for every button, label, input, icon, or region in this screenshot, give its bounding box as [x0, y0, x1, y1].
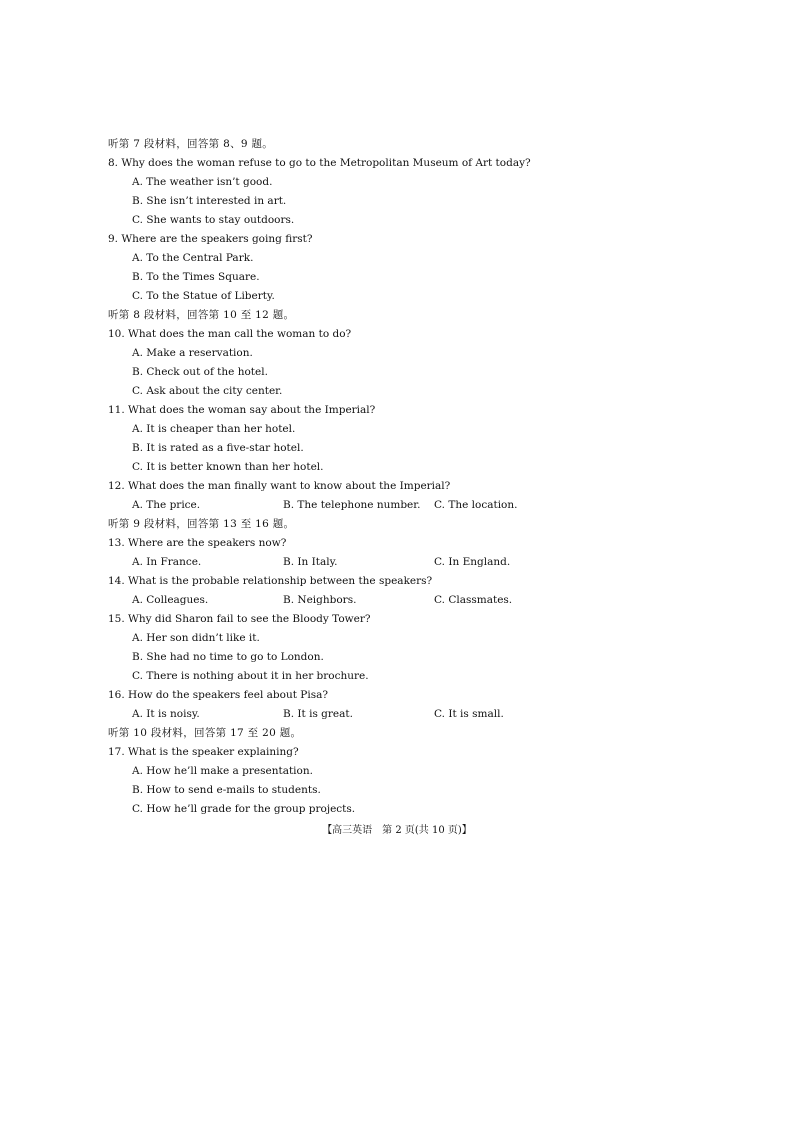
question-13-options: [108, 553, 728, 572]
question-8-option-c: C. She wants to stay outdoors.: [132, 214, 295, 226]
section-header: 听第 8 段材料，回答第 10 至 12 题。: [108, 309, 295, 321]
question-8: 8. Why does the woman refuse to go to the Metropolitan Museum of Art today?: [108, 157, 531, 169]
question-12-option-a: A. The price.: [132, 499, 201, 511]
question-11-option-b: B. It is rated as a five-star hotel.: [132, 442, 304, 454]
question-14-options: [108, 591, 728, 610]
question-10-option-b: B. Check out of the hotel.: [132, 366, 268, 378]
section-header: 听第 10 段材料，回答第 17 至 20 题。: [108, 727, 302, 739]
section-header: 听第 9 段材料，回答第 13 至 16 题。: [108, 518, 295, 530]
question-10-option-c: C. Ask about the city center.: [132, 385, 283, 397]
question-12-option-c: C. The location.: [434, 499, 518, 511]
question-13-option-a: A. In France.: [132, 556, 202, 568]
question-16-option-c: C. It is small.: [434, 708, 504, 720]
question-17: 17. What is the speaker explaining?: [108, 746, 299, 758]
question-9: 9. Where are the speakers going first?: [108, 233, 313, 245]
question-9-option-b: B. To the Times Square.: [132, 271, 260, 283]
question-14-option-c: C. Classmates.: [434, 594, 513, 606]
question-9-option-a: A. To the Central Park.: [132, 252, 254, 264]
question-11-option-a: A. It is cheaper than her hotel.: [132, 423, 296, 435]
question-16-options: [108, 705, 728, 724]
question-17-option-c: C. How he’ll grade for the group projects.: [132, 803, 356, 815]
question-14-option-a: A. Colleagues.: [132, 594, 209, 606]
question-11: 11. What does the woman say about the Imperial?: [108, 404, 376, 416]
question-17-option-a: A. How he’ll make a presentation.: [132, 765, 313, 777]
question-14: 14. What is the probable relationship between the speakers?: [108, 575, 433, 587]
page-footer: 【高三英语 第 2 页(共 10 页)】: [322, 825, 472, 836]
question-9-option-c: C. To the Statue of Liberty.: [132, 290, 275, 302]
listening-section: [108, 135, 728, 819]
question-14-option-b: B. Neighbors.: [283, 594, 357, 606]
question-8-option-b: B. She isn’t interested in art.: [132, 195, 287, 207]
question-10: 10. What does the man call the woman to do?: [108, 328, 352, 340]
question-12-options: [108, 496, 728, 515]
question-15: 15. Why did Sharon fail to see the Bloody Tower?: [108, 613, 371, 625]
question-15-option-c: C. There is nothing about it in her brochure.: [132, 670, 369, 682]
question-17-option-b: B. How to send e-mails to students.: [132, 784, 321, 796]
question-11-option-c: C. It is better known than her hotel.: [132, 461, 324, 473]
question-13-option-c: C. In England.: [434, 556, 511, 568]
question-10-option-a: A. Make a reservation.: [132, 347, 253, 359]
question-8-option-a: A. The weather isn’t good.: [132, 176, 273, 188]
question-16-option-b: B. It is great.: [283, 708, 353, 720]
section-header: 听第 7 段材料，回答第 8、9 题。: [108, 138, 274, 150]
question-15-option-a: A. Her son didn’t like it.: [132, 632, 260, 644]
question-12-option-b: B. The telephone number.: [283, 499, 421, 511]
question-16: 16. How do the speakers feel about Pisa?: [108, 689, 328, 701]
question-12: 12. What does the man finally want to know about the Imperial?: [108, 480, 451, 492]
question-13: 13. Where are the speakers now?: [108, 537, 287, 549]
question-13-option-b: B. In Italy.: [283, 556, 338, 568]
question-16-option-a: A. It is noisy.: [132, 708, 200, 720]
question-15-option-b: B. She had no time to go to London.: [132, 651, 324, 663]
